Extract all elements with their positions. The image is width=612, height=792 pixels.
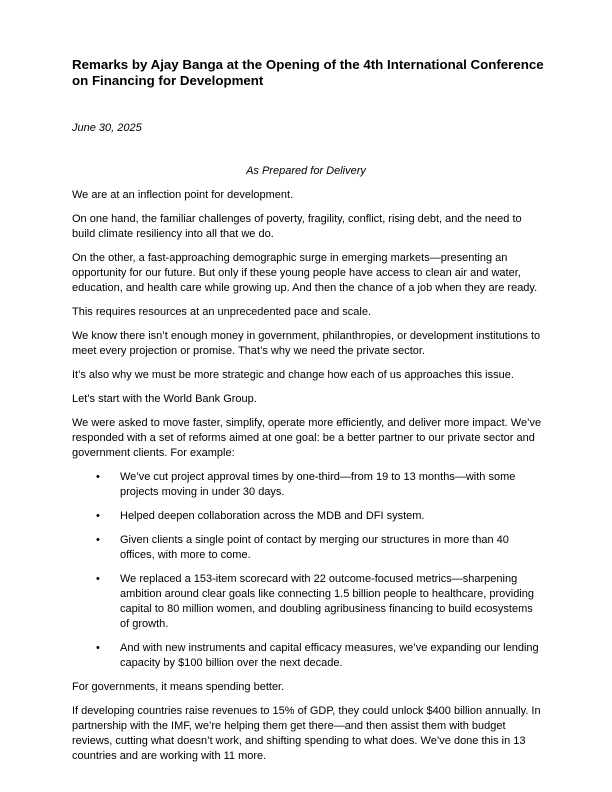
paragraph: It’s also why we must be more strategic and change how each of us approaches this issue. — [72, 369, 514, 381]
list-item — [72, 572, 542, 632]
bullet-icon: • — [96, 573, 100, 585]
list-item-text: Helped deepen collaboration across the MDB and DFI system. — [120, 510, 425, 522]
delivery-note: As Prepared for Delivery — [246, 165, 366, 177]
paragraph: For governments, it means spending better. — [72, 681, 285, 693]
paragraph: On the other, a fast-approaching demographic surge in emerging markets—presenting an opportunity for our future. But only if these young people have access to clean air and water, education, and health care while growing up. And then the chance of a job when they are ready. — [72, 252, 538, 294]
bullet-icon: • — [96, 510, 100, 522]
paragraph: We are at an inflection point for development. — [72, 189, 294, 201]
list-item — [72, 641, 542, 671]
document-body — [72, 188, 542, 773]
bullet-icon: • — [96, 642, 100, 654]
reform-list — [72, 470, 542, 671]
list-item — [72, 509, 542, 524]
document-date: June 30, 2025 — [72, 122, 142, 134]
paragraph: We were asked to move faster, simplify, operate more efficiently, and deliver more impact. We’ve responded with a set of reforms aimed at one goal: be a better partner to our private sector and government clients. For example: — [72, 417, 542, 459]
list-item-text: We replaced a 153-item scorecard with 22 outcome-focused metrics—sharpening ambition around clear goals like connecting 1.5 billion people to healthcare, providing capital to 80 million women, and doubling agribusiness financing to build ecosystems of growth. — [120, 573, 534, 630]
list-item-text: And with new instruments and capital efficacy measures, we’ve expanding our lending capacity by $100 billion over the next decade. — [120, 642, 539, 669]
document-title: Remarks by Ajay Banga at the Opening of the 4th International Conference on Financing for Development — [72, 57, 544, 88]
list-item — [72, 533, 542, 563]
bullet-icon: • — [96, 471, 100, 483]
list-item-text: Given clients a single point of contact by merging our structures in more than 40 offices, with more to come. — [120, 534, 509, 561]
paragraph: We know there isn’t enough money in government, philanthropies, or development institutions to meet every projection or promise. That’s why we need the private sector. — [72, 330, 541, 357]
paragraph: This requires resources at an unprecedented pace and scale. — [72, 306, 372, 318]
paragraph: Let’s start with the World Bank Group. — [72, 393, 257, 405]
list-item-text: We’ve cut project approval times by one-third—from 19 to 13 months—with some projects moving in under 30 days. — [120, 471, 516, 498]
paragraph: On one hand, the familiar challenges of poverty, fragility, conflict, rising debt, and the need to build climate resiliency into all that we do. — [72, 213, 522, 240]
bullet-icon: • — [96, 534, 100, 546]
paragraph: If developing countries raise revenues to 15% of GDP, they could unlock $400 billion annually. In partnership with the IMF, we’re helping them get there—and then assist them with budget reviews, cutting what doesn’t work, and shifting spending to what does. We’ve done this in 13 countries and are working with 11 more. — [72, 705, 541, 762]
list-item — [72, 470, 542, 500]
